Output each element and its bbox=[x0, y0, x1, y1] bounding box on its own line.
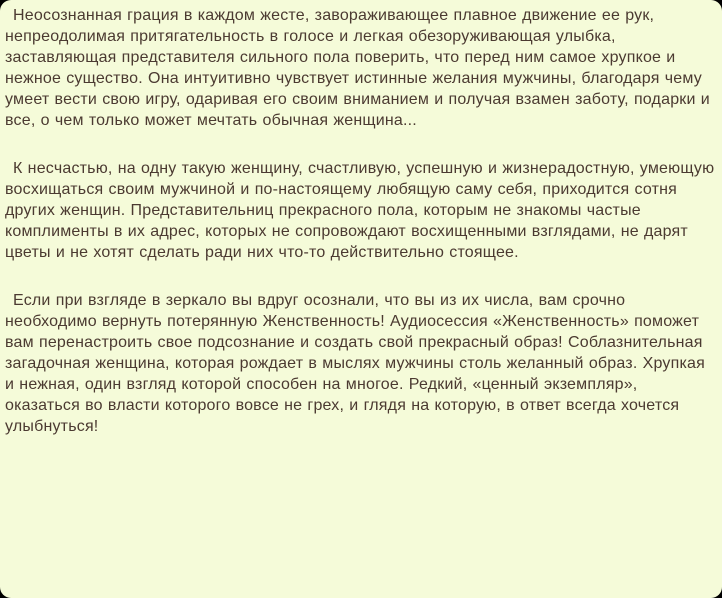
paragraph-intro: Неосознанная грация в каждом жесте, завораживающее плавное движение ее рук, непреодолимая притягательность в голосе и легкая обезоруживающая улыбка, заставляющая представителя сильного пола поверить, что перед ним самое хрупкое и нежное существо. Она интуитивно чувствует истинные желания мужчины, благодаря чему умеет вести свою игру, одаривая его своим вниманием и получая взамен заботу, подарки и все, о чем только может мечтать обычная женщина... bbox=[5, 7, 710, 129]
paragraph-problem: К несчастью, на одну такую женщину, счастливую, успешную и жизнерадостную, умеющую восхищаться своим мужчиной и по-настоящему любящую саму себя, приходится сотня других женщин. Представительниц прекрасного пола, которым не знакомы частые комплименты в их адрес, которых не сопровождают восхищенными взглядами, не дарят цветы и не хотят сделать ради них что-то действительно стоящее. bbox=[5, 160, 715, 261]
paragraph-offer: Если при взгляде в зеркало вы вдруг осознали, что вы из их числа, вам срочно необходимо вернуть потерянную Женственность! Аудиосессия «Женственность» поможет вам перенастроить свое подсознание и создать свой прекрасный образ! Соблазнительная загадочная женщина, которая рождает в мыслях мужчины столь желанный образ. Хрупкая и нежная, один взгляд которой способен на многое. Редкий, «ценный экземпляр», оказаться во власти которого вовсе не грех, и глядя на которую, в ответ всегда хочется улыбнуться! bbox=[5, 292, 705, 435]
